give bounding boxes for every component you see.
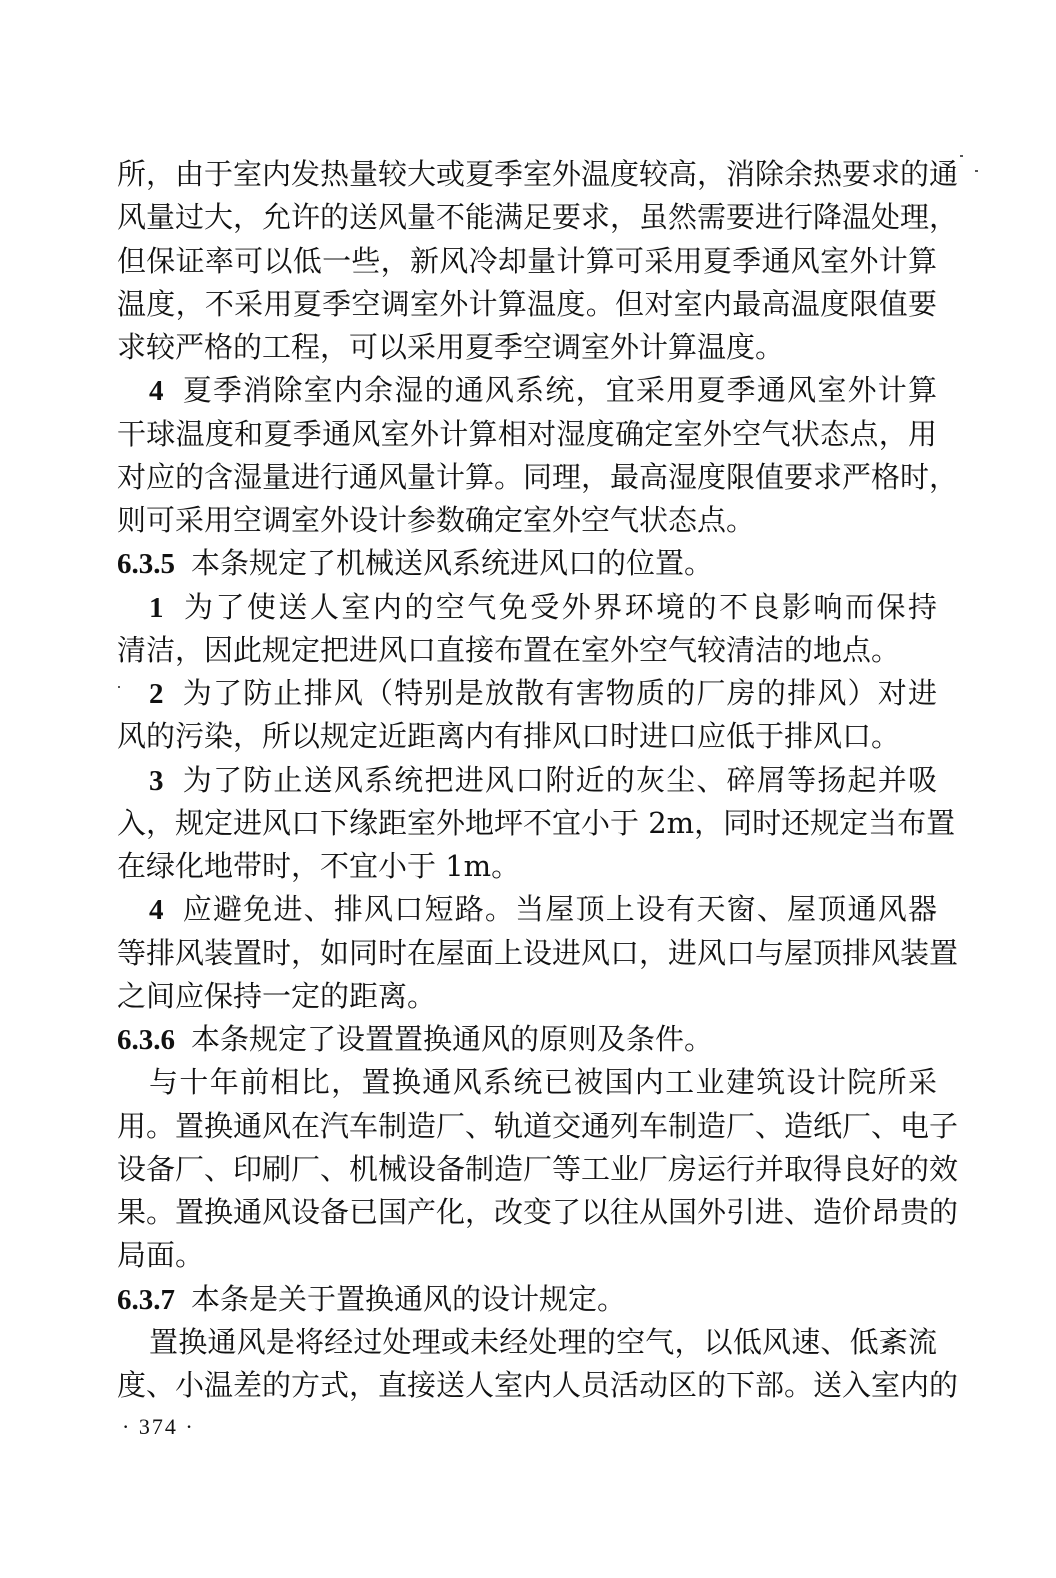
line-text: 则可采用空调室外设计参数确定室外空气状态点。 — [117, 503, 756, 537]
text-line — [117, 975, 937, 1018]
text-line — [117, 629, 937, 672]
line-text: 求较严格的工程，可以采用夏季空调室外计算温度。 — [117, 330, 785, 364]
section-number: 6.3.5 — [117, 548, 175, 581]
line-text: 所，由于室内发热量较大或夏季室外温度较高，消除余热要求的通 — [117, 157, 959, 191]
line-text: 本条是关于置换通风的设计规定。 — [191, 1281, 627, 1316]
line-text: 为了防止排风（特别是放散有害物质的厂房的排风）对进 — [181, 676, 937, 710]
line-text: 清洁，因此规定把进风口直接布置在室外空气较清洁的地点。 — [117, 632, 901, 667]
line-text: 但保证率可以低一些，新风冷却量计算可采用夏季通风室外计算 — [117, 243, 937, 278]
line-text: 风量过大，允许的送风量不能满足要求，虽然需要进行降温处理， — [117, 200, 959, 235]
text-line — [117, 586, 937, 629]
line-text: 之间应保持一定的距离。 — [117, 978, 437, 1013]
line-text: 果。置换通风设备已国产化，改变了以往从国外引进、造价昂贵的 — [117, 1195, 959, 1229]
text-line — [117, 1148, 959, 1191]
line-text: 度、小温差的方式，直接送人室内人员活动区的下部。送入室内的 — [117, 1368, 959, 1402]
text-line — [117, 1321, 937, 1364]
text-line — [117, 499, 937, 542]
line-text: 置换通风是将经过处理或未经处理的空气，以低风速、低紊流 — [149, 1324, 937, 1359]
text-line — [117, 283, 937, 326]
line-text: 干球温度和夏季通风室外计算相对湿度确定室外空气状态点，用 — [117, 416, 937, 451]
text-line — [117, 1061, 937, 1104]
item-number: 3 — [149, 764, 164, 797]
item-number: 4 — [149, 894, 164, 927]
line-text: 为了使送人室内的空气免受外界环境的不良影响而保持 — [181, 589, 937, 624]
line-text: 等排风装置时，如同时在屋面上设进风口，进风口与屋顶排风装置 — [117, 935, 959, 970]
text-line — [117, 153, 959, 196]
line-text: 入，规定进风口下缘距室外地坪不宜小于 2m，同时还规定当布置 — [117, 805, 956, 840]
line-text: 风的污染，所以规定近距离内有排风口时进口应低于排风口。 — [117, 719, 901, 754]
document-body — [117, 153, 959, 1407]
section-heading-line — [117, 1018, 937, 1061]
scan-speck — [975, 170, 978, 172]
line-text: 设备厂、印刷厂、机械设备制造厂等工业厂房运行并取得良好的效 — [117, 1151, 959, 1186]
text-line — [117, 196, 959, 239]
text-line — [117, 845, 937, 888]
text-line — [117, 240, 937, 283]
line-text: 本条规定了机械送风系统进风口的位置。 — [191, 546, 714, 581]
line-text: 本条规定了设置置换通风的原则及条件。 — [191, 1022, 714, 1056]
section-number: 6.3.6 — [117, 1024, 175, 1056]
page-number: · 374 · — [122, 1414, 195, 1439]
text-line — [117, 672, 937, 715]
line-text: 局面。 — [117, 1238, 205, 1273]
section-number: 6.3.7 — [117, 1283, 175, 1316]
line-text: 应避免进、排风口短路。当屋顶上设有天窗、屋顶通风器 — [181, 892, 937, 927]
text-line — [117, 1191, 959, 1234]
text-line — [117, 456, 959, 499]
line-text: 为了防止送风系统把进风口附近的灰尘、碎屑等扬起并吸 — [181, 762, 937, 797]
text-line — [117, 1234, 937, 1277]
text-line — [117, 715, 937, 758]
text-line — [117, 759, 937, 802]
line-text: 在绿化地带时，不宜小于 1m。 — [117, 849, 521, 883]
section-heading-line — [117, 542, 937, 585]
text-line — [117, 413, 937, 456]
text-line — [117, 888, 937, 931]
item-number: 2 — [149, 678, 164, 710]
text-line — [117, 802, 956, 845]
text-line — [117, 326, 937, 369]
text-line — [117, 1105, 959, 1148]
section-heading-line — [117, 1278, 937, 1321]
item-number: 1 — [149, 591, 164, 624]
line-text: 温度，不采用夏季空调室外计算温度。但对室内最高温度限值要 — [117, 286, 937, 321]
line-text: 用。置换通风在汽车制造厂、轨道交通列车制造厂、造纸厂、电子 — [117, 1108, 959, 1143]
line-text: 与十年前相比，置换通风系统已被国内工业建筑设计院所采 — [149, 1065, 937, 1100]
scan-speck — [118, 686, 120, 688]
text-line — [117, 1364, 959, 1407]
scan-speck — [960, 155, 963, 157]
item-number: 4 — [149, 375, 164, 408]
text-line — [117, 932, 959, 975]
line-text: 对应的含湿量进行通风量计算。同理，最高湿度限值要求严格时， — [117, 459, 959, 494]
text-line — [117, 369, 937, 412]
line-text: 夏季消除室内余湿的通风系统，宜采用夏季通风室外计算 — [181, 373, 937, 408]
